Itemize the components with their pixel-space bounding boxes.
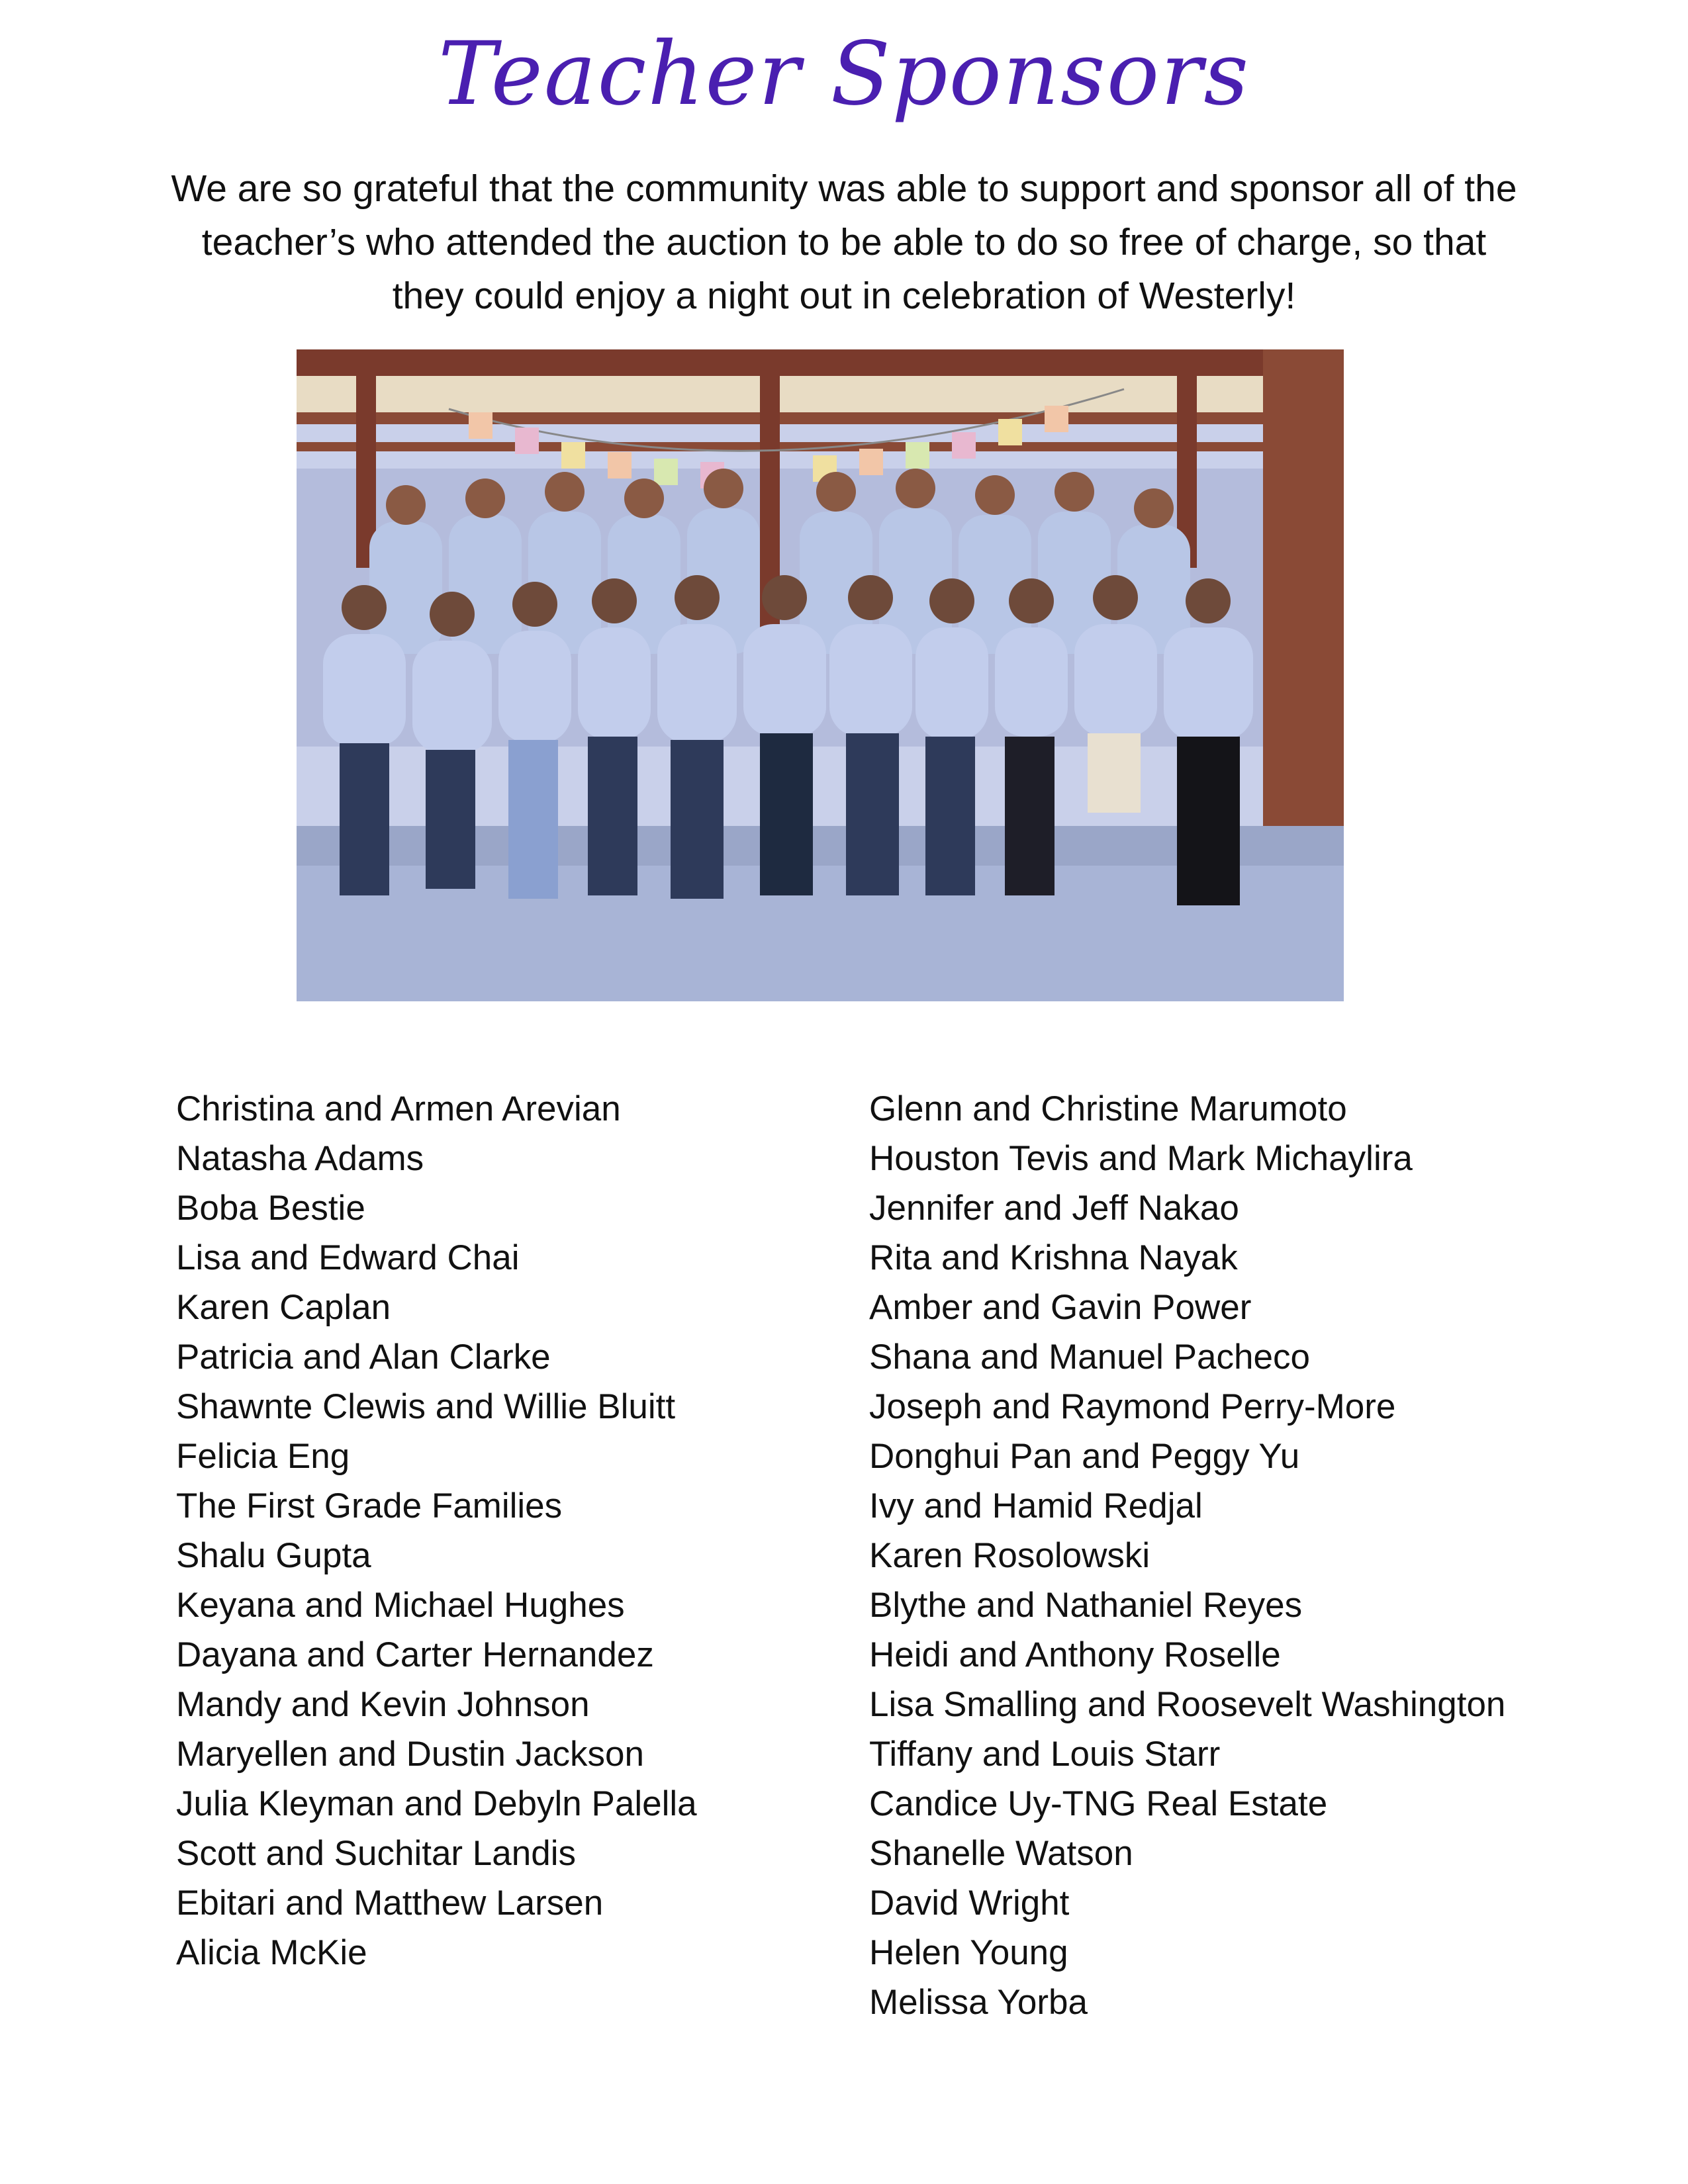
list-item: Felicia Eng [176,1437,350,1476]
list-item: Shawnte Clewis and Willie Bluitt [176,1387,676,1426]
list-item: Rita and Krishna Nayak [869,1238,1238,1277]
list-item: Karen Rosolowski [869,1536,1150,1575]
list-item: Amber and Gavin Power [869,1288,1252,1327]
list-item: Christina and Armen Arevian [176,1089,621,1128]
group-photo [297,349,1344,1001]
list-item: Lisa Smalling and Roosevelt Washington [869,1685,1506,1724]
list-item: Donghui Pan and Peggy Yu [869,1437,1300,1476]
list-item: Mandy and Kevin Johnson [176,1685,590,1724]
list-item: Ivy and Hamid Redjal [869,1486,1203,1525]
list-item: Jennifer and Jeff Nakao [869,1189,1239,1228]
group-photo-illustration [297,349,1344,1001]
list-item: Scott and Suchitar Landis [176,1834,576,1873]
list-item: Shana and Manuel Pacheco [869,1338,1310,1377]
intro-paragraph: We are so grateful that the community was able to support and sponsor all of the teacher’s who attended the auction to be able to do so free of charge, so that they could enjoy a night out in celebration of Westerly! [171,167,1517,317]
list-item: Maryellen and Dustin Jackson [176,1735,645,1774]
list-item: Alicia McKie [176,1933,367,1972]
list-item: The First Grade Families [176,1486,563,1525]
list-item: Keyana and Michael Hughes [176,1586,625,1625]
list-item: Melissa Yorba [869,1983,1088,2022]
sponsor-list-left [176,1084,697,1978]
list-item: Dayana and Carter Hernandez [176,1635,654,1674]
list-item: Joseph and Raymond Perry-More [869,1387,1396,1426]
list-item: Glenn and Christine Marumoto [869,1089,1347,1128]
list-item: Blythe and Nathaniel Reyes [869,1586,1303,1625]
list-item: Shanelle Watson [869,1834,1133,1873]
list-item: Natasha Adams [176,1139,424,1178]
list-item: Patricia and Alan Clarke [176,1338,551,1377]
list-item: Tiffany and Louis Starr [869,1735,1221,1774]
list-item: Candice Uy-TNG Real Estate [869,1784,1328,1823]
list-item: Julia Kleyman and Debyln Palella [176,1784,697,1823]
list-item: Ebitari and Matthew Larsen [176,1884,604,1923]
sponsor-list-right [869,1084,1505,2027]
list-item: David Wright [869,1884,1070,1923]
list-item: Heidi and Anthony Roselle [869,1635,1281,1674]
list-item: Houston Tevis and Mark Michaylira [869,1139,1413,1178]
page-title: Teacher Sponsors [438,23,1250,125]
list-item: Helen Young [869,1933,1068,1972]
list-item: Karen Caplan [176,1288,391,1327]
list-item: Shalu Gupta [176,1536,371,1575]
list-item: Boba Bestie [176,1189,365,1228]
list-item: Lisa and Edward Chai [176,1238,520,1277]
